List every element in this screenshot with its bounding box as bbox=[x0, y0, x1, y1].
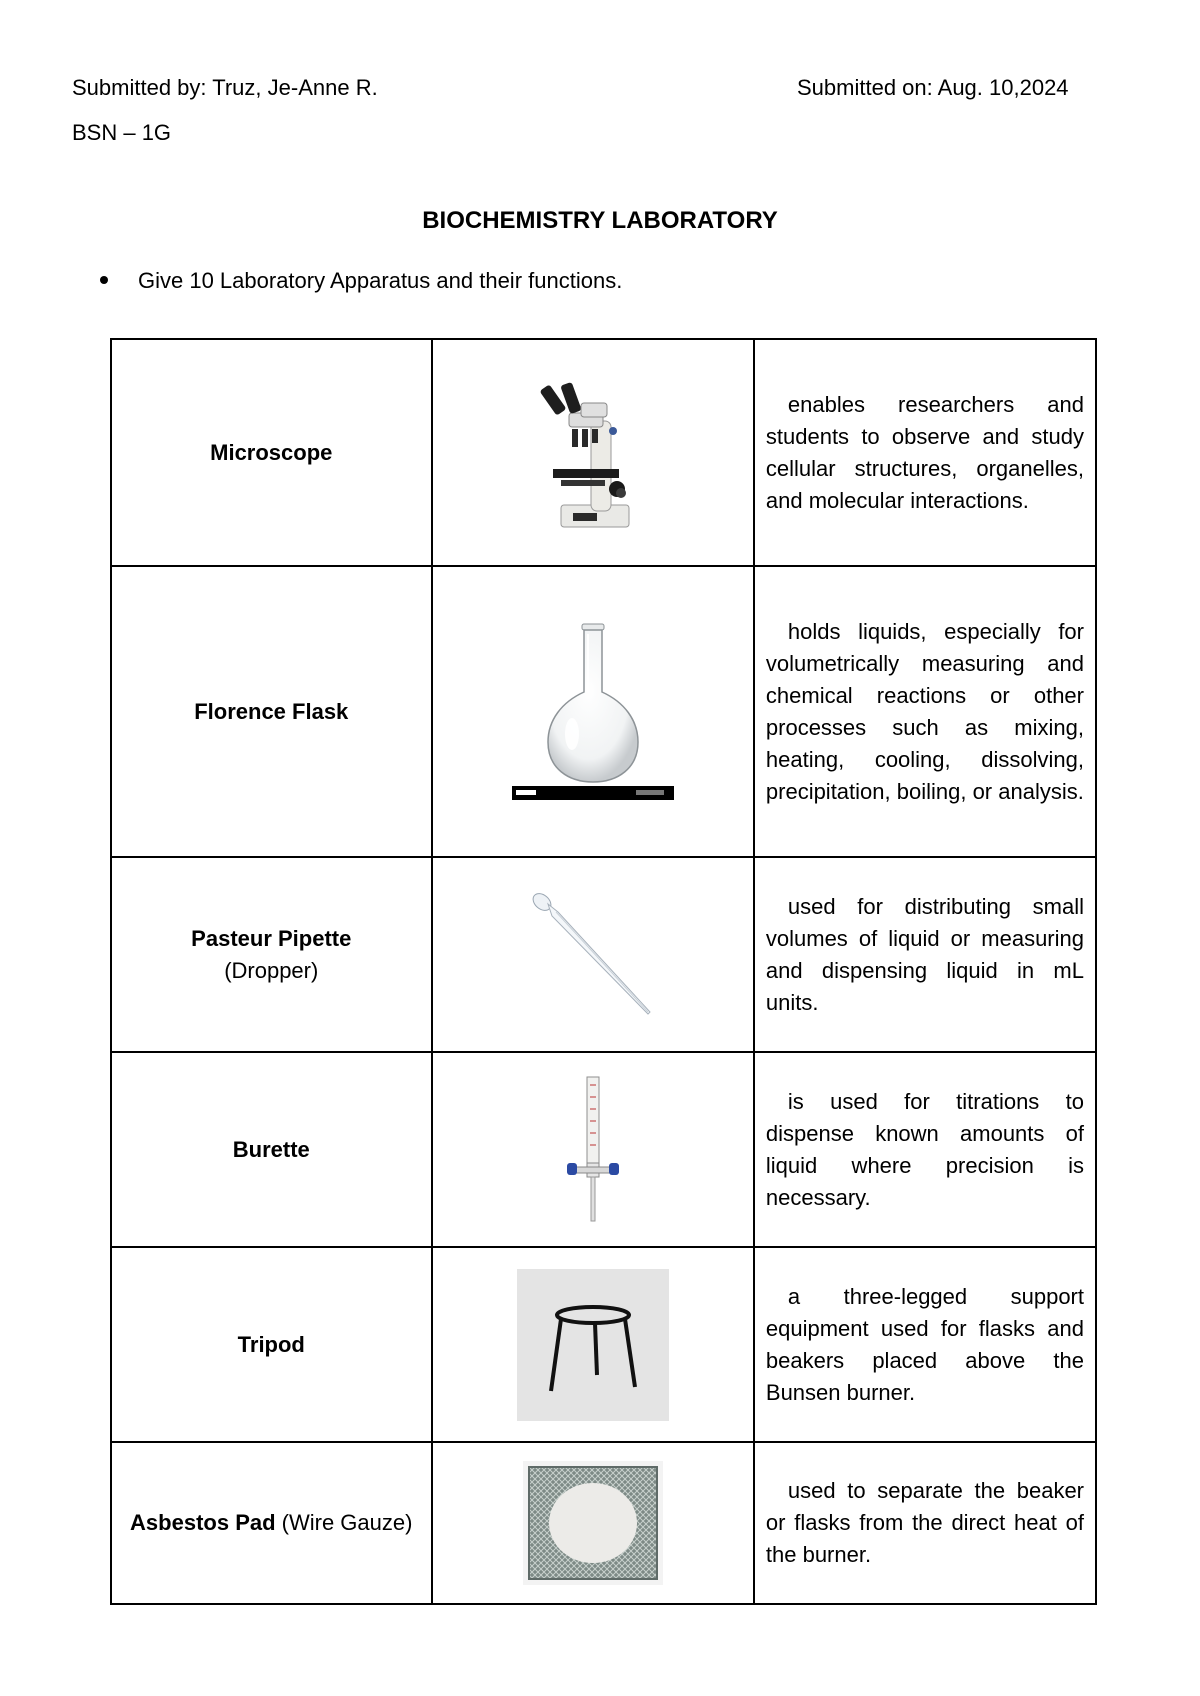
apparatus-image-cell bbox=[432, 339, 754, 566]
apparatus-name-cell bbox=[111, 339, 432, 566]
apparatus-name: Burette bbox=[232, 1136, 310, 1162]
apparatus-function-cell bbox=[754, 1442, 1096, 1604]
instruction-bullet bbox=[100, 268, 622, 294]
wire-gauze-icon bbox=[523, 1461, 663, 1585]
apparatus-image-cell bbox=[432, 1442, 754, 1604]
section-label: BSN – 1G bbox=[72, 120, 172, 145]
table-row bbox=[111, 857, 1096, 1052]
apparatus-function-cell bbox=[754, 1247, 1096, 1442]
apparatus-name: Florence Flask bbox=[194, 698, 349, 724]
apparatus-function-cell bbox=[754, 339, 1096, 566]
apparatus-name: Tripod bbox=[237, 1331, 305, 1357]
apparatus-function-cell bbox=[754, 857, 1096, 1052]
pasteur-pipette-icon bbox=[528, 890, 658, 1020]
apparatus-name-extra: (Wire Gauze) bbox=[275, 1510, 413, 1535]
apparatus-name: Asbestos Pad bbox=[130, 1510, 276, 1535]
table-row bbox=[111, 339, 1096, 566]
submitted-on: Submitted on: Aug. 10,2024 bbox=[797, 75, 1069, 100]
apparatus-function: used to separate the beaker or flasks from the direct heat of the burner. bbox=[765, 1478, 1084, 1567]
table-row bbox=[111, 566, 1096, 857]
florence-flask-icon bbox=[512, 622, 674, 802]
microscope-icon bbox=[533, 373, 653, 533]
apparatus-function: is used for titrations to dispense known amounts of liquid where precision is necessary. bbox=[765, 1088, 1084, 1210]
table-row bbox=[111, 1247, 1096, 1442]
apparatus-function: holds liquids, especially for volumetrically measuring and chemical reactions or other processes such as mixing, heating, cooling, dissolving, precipitation, boiling, or analysis. bbox=[765, 618, 1084, 804]
tripod-icon bbox=[517, 1269, 669, 1421]
apparatus-table bbox=[110, 338, 1097, 1605]
page-title: BIOCHEMISTRY LABORATORY bbox=[422, 207, 778, 234]
submitted-by: Submitted by: Truz, Je-Anne R. bbox=[72, 75, 378, 100]
burette-icon bbox=[563, 1075, 623, 1225]
bullet-icon bbox=[100, 276, 108, 284]
apparatus-function-cell bbox=[754, 566, 1096, 857]
apparatus-name-cell bbox=[111, 1442, 432, 1604]
apparatus-name-cell bbox=[111, 857, 432, 1052]
table-row bbox=[111, 1052, 1096, 1247]
apparatus-image-cell bbox=[432, 1247, 754, 1442]
apparatus-function: used for distributing small volumes of liquid or measuring and dispensing liquid in mL units. bbox=[765, 893, 1084, 1015]
apparatus-name-extra: (Dropper) bbox=[224, 957, 319, 983]
apparatus-name-cell bbox=[111, 1247, 432, 1442]
apparatus-function: enables researchers and students to observe and study cellular structures, organelles, and molecular interactions. bbox=[765, 391, 1084, 513]
apparatus-name-cell bbox=[111, 1052, 432, 1247]
apparatus-function: a three-legged support equipment used for flasks and beakers placed above the Bunsen burner. bbox=[765, 1283, 1084, 1405]
apparatus-function-cell bbox=[754, 1052, 1096, 1247]
apparatus-name-cell bbox=[111, 566, 432, 857]
apparatus-image-cell bbox=[432, 857, 754, 1052]
apparatus-name: Microscope bbox=[210, 439, 333, 465]
instruction-text: Give 10 Laboratory Apparatus and their functions. bbox=[138, 268, 623, 293]
apparatus-name: Pasteur Pipette bbox=[191, 925, 352, 951]
table-row bbox=[111, 1442, 1096, 1604]
apparatus-image-cell bbox=[432, 566, 754, 857]
apparatus-image-cell bbox=[432, 1052, 754, 1247]
